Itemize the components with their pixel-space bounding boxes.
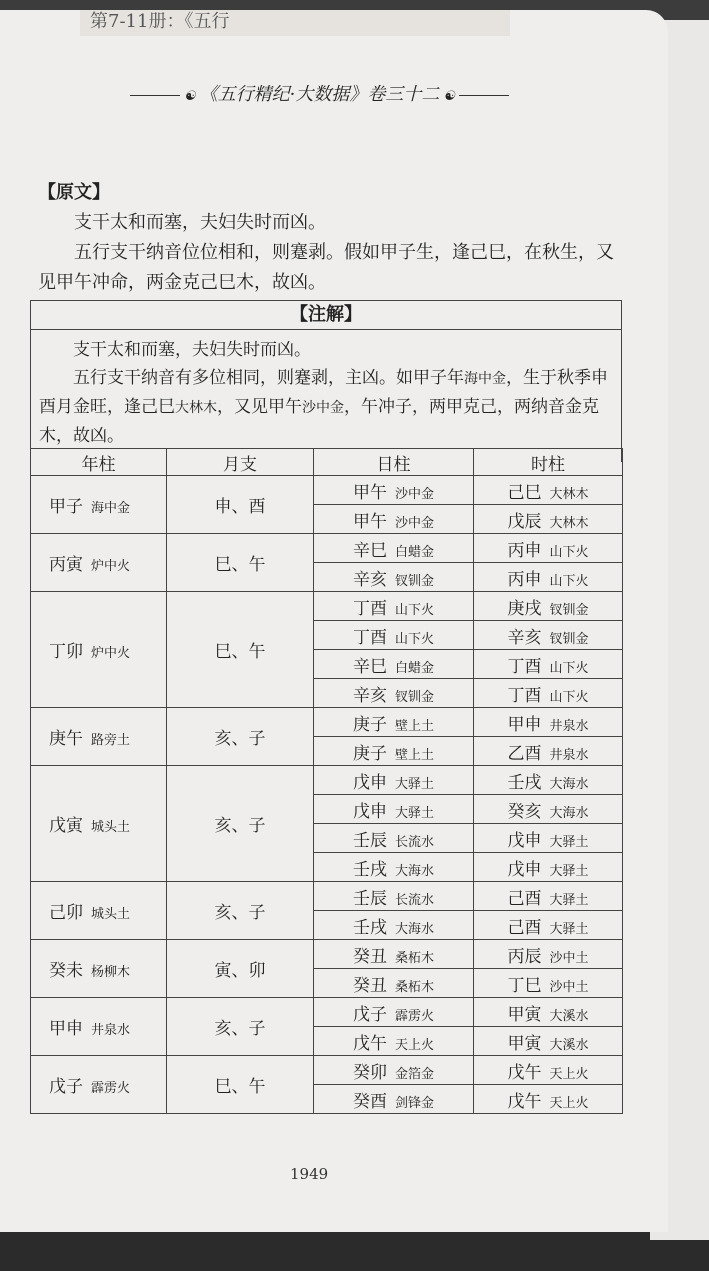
day-pillar-cell: 甲午 沙中金 — [314, 476, 474, 505]
table-header-row — [31, 449, 623, 476]
year-pillar-cell: 丁卯 炉中火 — [31, 592, 167, 708]
hour-pillar-cell: 辛亥 钗钏金 — [474, 621, 623, 650]
day-pillar-cell: 丁酉 山下火 — [314, 592, 474, 621]
previous-page-banner: 第7-11册：《五行 — [80, 10, 510, 36]
hour-pillar-cell: 甲寅 大溪水 — [474, 1027, 623, 1056]
header-rule-right — [459, 95, 509, 96]
year-pillar-cell: 甲子 海中金 — [31, 476, 167, 534]
original-text-line: 五行支干纳音位位相和，则蹇剥。假如甲子生，逢己巳，在秋生，又 — [74, 242, 614, 263]
book-page — [0, 10, 668, 1232]
day-pillar-cell: 癸丑 桑柘木 — [314, 940, 474, 969]
hour-pillar-cell: 癸亥 大海水 — [474, 795, 623, 824]
ganzhi-table — [30, 448, 623, 1114]
day-pillar-cell: 戊申 大驿土 — [314, 795, 474, 824]
year-pillar-cell: 己卯 城头土 — [31, 882, 167, 940]
day-pillar-cell: 辛巳 白蜡金 — [314, 534, 474, 563]
day-pillar-cell: 庚子 壁上土 — [314, 737, 474, 766]
hour-pillar-cell: 丁巳 沙中土 — [474, 969, 623, 998]
annotation-paragraph: 五行支干纳音有多位相同，则蹇剥，主凶。如甲子年海中金，生于秋季申酉月金旺，逢己巳大林木，又见甲午沙中金，午冲子，两甲克己，两纳音金克木，故凶。 — [39, 368, 608, 446]
day-pillar-cell: 丁酉 山下火 — [314, 621, 474, 650]
header-rule-left — [130, 95, 180, 96]
table-body — [31, 476, 623, 1114]
month-branch-cell: 亥、子 — [167, 882, 314, 940]
hour-pillar-cell: 丁酉 山下火 — [474, 679, 623, 708]
yin-yang-icon: ☯ — [184, 89, 196, 104]
day-pillar-cell: 甲午 沙中金 — [314, 505, 474, 534]
month-branch-cell: 申、酉 — [167, 476, 314, 534]
day-pillar-cell: 壬戌 大海水 — [314, 853, 474, 882]
month-branch-cell: 亥、子 — [167, 998, 314, 1056]
original-text-line: 支干太和而塞，夫妇失时而凶。 — [74, 212, 326, 233]
month-branch-cell: 巳、午 — [167, 592, 314, 708]
header-title: 《五行精纪·大数据》卷三十二 — [199, 84, 440, 105]
hour-pillar-cell: 戊辰 大林木 — [474, 505, 623, 534]
hour-pillar-cell: 戊午 天上火 — [474, 1085, 623, 1114]
day-pillar-cell: 辛亥 钗钏金 — [314, 563, 474, 592]
original-text-section — [38, 178, 628, 298]
day-pillar-cell: 壬辰 长流水 — [314, 824, 474, 853]
hour-pillar-cell: 己酉 大驿土 — [474, 882, 623, 911]
table-row — [31, 940, 623, 969]
day-pillar-cell: 癸酉 剑锋金 — [314, 1085, 474, 1114]
annotation-paragraph: 支干太和而塞，夫妇失时而凶。 — [73, 340, 311, 360]
original-text-label: 【原文】 — [38, 182, 110, 203]
table-row — [31, 1056, 623, 1085]
hour-pillar-cell: 甲申 井泉水 — [474, 708, 623, 737]
month-branch-cell: 寅、卯 — [167, 940, 314, 998]
year-pillar-cell: 戊子 霹雳火 — [31, 1056, 167, 1114]
month-branch-cell: 巳、午 — [167, 1056, 314, 1114]
day-pillar-cell: 辛亥 钗钏金 — [314, 679, 474, 708]
day-pillar-cell: 癸卯 金箔金 — [314, 1056, 474, 1085]
original-text-line: 见甲午冲命，两金克己巳木，故凶。 — [38, 272, 326, 293]
hour-pillar-cell: 丙申 山下火 — [474, 534, 623, 563]
month-branch-cell: 亥、子 — [167, 708, 314, 766]
page-number: 1949 — [290, 1165, 329, 1183]
hour-pillar-cell: 己巳 大林木 — [474, 476, 623, 505]
hour-pillar-cell: 戊申 大驿土 — [474, 853, 623, 882]
table-row — [31, 592, 623, 621]
year-pillar-cell: 甲申 井泉水 — [31, 998, 167, 1056]
year-pillar-cell: 戊寅 城头土 — [31, 766, 167, 882]
day-pillar-cell: 辛巳 白蜡金 — [314, 650, 474, 679]
day-pillar-cell: 壬戌 大海水 — [314, 911, 474, 940]
year-pillar-cell: 癸未 杨柳木 — [31, 940, 167, 998]
column-header: 年柱 — [31, 449, 167, 476]
hour-pillar-cell: 己酉 大驿土 — [474, 911, 623, 940]
hour-pillar-cell: 乙酉 井泉水 — [474, 737, 623, 766]
hour-pillar-cell: 庚戌 钗钏金 — [474, 592, 623, 621]
table-row — [31, 882, 623, 911]
hour-pillar-cell: 戊申 大驿土 — [474, 824, 623, 853]
column-header: 日柱 — [314, 449, 474, 476]
table-row — [31, 766, 623, 795]
column-header: 时柱 — [474, 449, 623, 476]
running-header — [130, 80, 530, 106]
year-pillar-cell: 庚午 路旁土 — [31, 708, 167, 766]
day-pillar-cell: 戊子 霹雳火 — [314, 998, 474, 1027]
day-pillar-cell: 戊申 大驿土 — [314, 766, 474, 795]
day-pillar-cell: 壬辰 长流水 — [314, 882, 474, 911]
month-branch-cell: 亥、子 — [167, 766, 314, 882]
column-header: 月支 — [167, 449, 314, 476]
month-branch-cell: 巳、午 — [167, 534, 314, 592]
hour-pillar-cell: 壬戌 大海水 — [474, 766, 623, 795]
yin-yang-icon: ☯ — [443, 89, 456, 104]
day-pillar-cell: 戊午 天上火 — [314, 1027, 474, 1056]
hour-pillar-cell: 戊午 天上火 — [474, 1056, 623, 1085]
day-pillar-cell: 癸丑 桑柘木 — [314, 969, 474, 998]
table-row — [31, 708, 623, 737]
hour-pillar-cell: 甲寅 大溪水 — [474, 998, 623, 1027]
table-row — [31, 476, 623, 505]
annotation-title: 【注解】 — [290, 304, 362, 325]
table-row — [31, 534, 623, 563]
year-pillar-cell: 丙寅 炉中火 — [31, 534, 167, 592]
hour-pillar-cell: 丁酉 山下火 — [474, 650, 623, 679]
hour-pillar-cell: 丙辰 沙中土 — [474, 940, 623, 969]
day-pillar-cell: 庚子 壁上土 — [314, 708, 474, 737]
hour-pillar-cell: 丙申 山下火 — [474, 563, 623, 592]
table-row — [31, 998, 623, 1027]
annotation-box — [30, 300, 622, 462]
annotation-body — [31, 329, 621, 450]
